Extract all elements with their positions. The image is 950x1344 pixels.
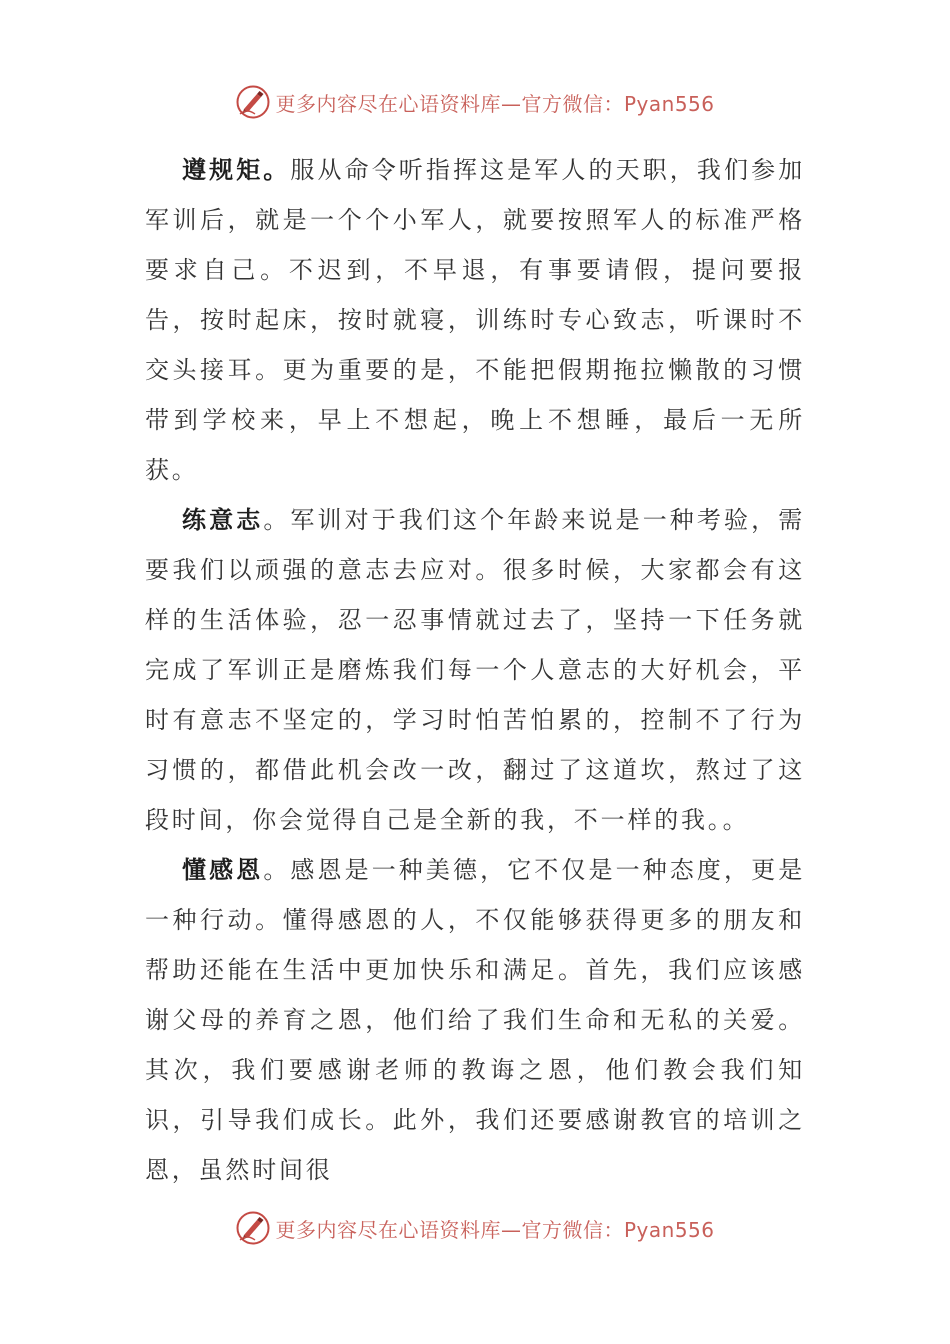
document-body bbox=[145, 145, 805, 1195]
paragraph-heading: 练意志 bbox=[182, 505, 264, 534]
footer-wechat-id: Pyan556 bbox=[623, 1217, 715, 1242]
paragraph-heading: 遵规矩。 bbox=[182, 155, 291, 184]
paragraph-willpower bbox=[145, 495, 805, 845]
header-wechat-id: Pyan556 bbox=[623, 91, 715, 116]
paragraph-rules bbox=[145, 145, 805, 495]
footer-wechat-label: 官方微信： bbox=[521, 1217, 624, 1242]
footer-text bbox=[275, 1214, 714, 1243]
paragraph-text: 服从命令听指挥这是军人的天职，我们参加军训后，就是一个个小军人，就要按照军人的标准严格要求自己。不迟到，不早退，有事要请假，提问要报告，按时起床，按时就寝，训练时专心致志，听课时不交头接耳。更为重要的是，不能把假期拖拉懒散的习惯带到学校来，早上不想起，晚上不想睡，最后一无所获。 bbox=[145, 156, 805, 484]
paragraph-text: 。感恩是一种美德，它不仅是一种态度，更是一种行动。懂得感恩的人，不仅能够获得更多的朋友和帮助还能在生活中更加快乐和满足。首先，我们应该感谢父母的养育之恩，他们给了我们生命和无私的关爱。其次，我们要感谢老师的教诲之恩，他们教会我们知识，引导我们成长。此外，我们还要感谢教官的培训之恩，虽然时间很 bbox=[145, 856, 806, 1184]
header-site-name: 更多内容尽在心语资料库 bbox=[275, 91, 501, 116]
pen-logo-icon bbox=[235, 1210, 271, 1246]
footer-banner bbox=[0, 1208, 950, 1248]
header-text bbox=[275, 88, 714, 117]
footer-site-name: 更多内容尽在心语资料库 bbox=[275, 1217, 501, 1242]
header-separator: — bbox=[500, 91, 522, 116]
paragraph-gratitude bbox=[145, 845, 805, 1195]
footer-separator: — bbox=[500, 1217, 522, 1242]
header-wechat-label: 官方微信： bbox=[521, 91, 624, 116]
paragraph-heading: 懂感恩 bbox=[182, 855, 264, 884]
header-banner bbox=[0, 82, 950, 122]
pen-logo-icon bbox=[235, 84, 271, 120]
paragraph-text: 。军训对于我们这个年龄来说是一种考验，需要我们以顽强的意志去应对。很多时候，大家都会有这样的生活体验，忍一忍事情就过去了，坚持一下任务就完成了军训正是磨炼我们每一个人意志的大好机会，平时有意志不坚定的，学习时怕苦怕累的，控制不了行为习惯的，都借此机会改一改，翻过了这道坎，熬过了这段时间，你会觉得自己是全新的我，不一样的我。。 bbox=[145, 506, 806, 834]
